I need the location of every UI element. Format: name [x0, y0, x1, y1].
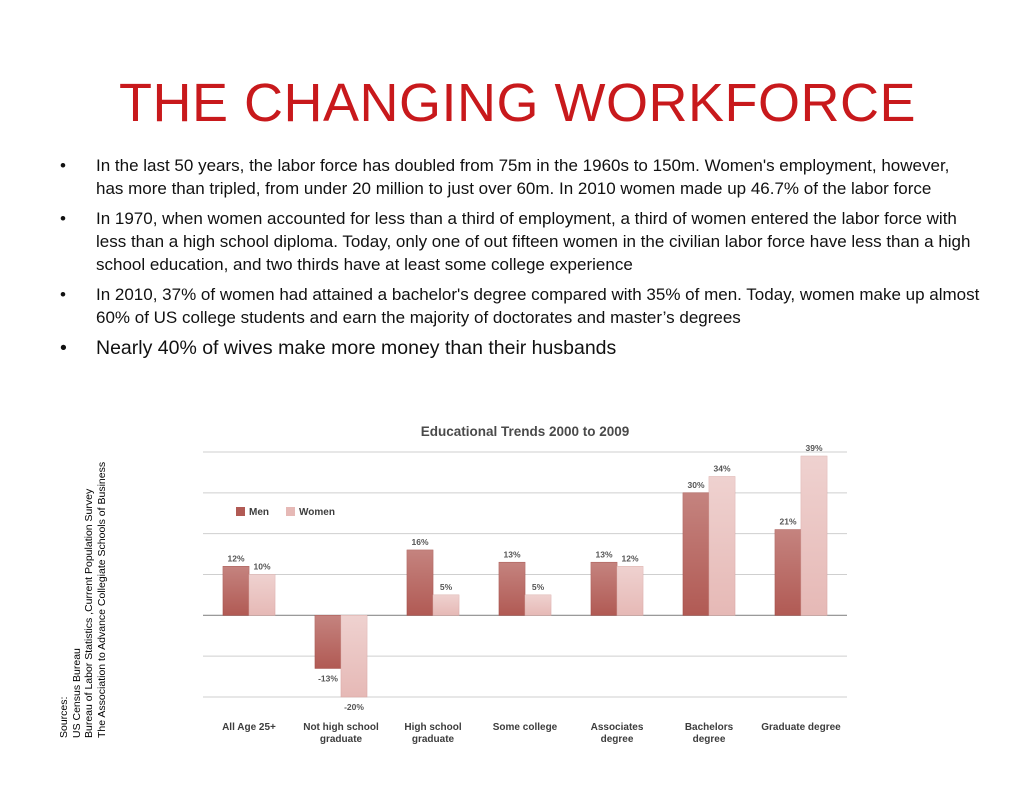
bullet-text: In 1970, when women accounted for less than a third of employment, a third of women entered the labor force with less than a high school diploma. Today, only one of out fifteen women in the civilian labor force have less than a high school education, and two thirds have at least some college experience: [96, 209, 971, 274]
bar-shine: [223, 566, 249, 615]
bullet-marker: •: [60, 285, 66, 304]
category-label: Some college: [492, 722, 558, 733]
bar-shine: [525, 595, 551, 615]
legend-label: Men: [249, 507, 269, 518]
slide-title: THE CHANGING WORKFORCE: [118, 73, 916, 133]
bar-shine: [249, 575, 275, 616]
data-label: 13%: [595, 549, 613, 560]
chart-svg: [200, 415, 850, 750]
bar-shine: [407, 550, 433, 615]
data-label: 30%: [687, 479, 705, 490]
data-label: -13%: [318, 673, 338, 684]
sources-line: Bureau of Labor Statistics ,Current Population Survey: [83, 488, 95, 738]
educational-trends-chart: [200, 415, 850, 750]
data-label: 16%: [411, 537, 429, 547]
category-label: degree: [692, 734, 726, 745]
category-label: graduate: [411, 734, 455, 745]
category-label: Associates: [590, 722, 644, 733]
bullet-list: [60, 154, 980, 367]
bar-shine: [801, 456, 827, 615]
bar-shine: [341, 615, 367, 697]
data-label: -20%: [344, 702, 364, 712]
bullet-marker: •: [60, 209, 66, 228]
data-label: 12%: [621, 553, 639, 564]
category-label: Graduate degree: [761, 722, 841, 733]
category-label: Not high school: [303, 722, 379, 733]
legend-swatch-men: [236, 507, 245, 516]
bar-shine: [433, 595, 459, 615]
bullet-item: [60, 154, 980, 200]
bar-shine: [617, 566, 643, 615]
category-label: degree: [600, 734, 634, 745]
legend-swatch-women: [286, 507, 295, 516]
bar-shine: [499, 562, 525, 615]
data-label: 10%: [253, 561, 271, 572]
bullet-item: [60, 336, 980, 360]
legend-label: Women: [299, 507, 335, 518]
bullet-text: Nearly 40% of wives make more money than their husbands: [96, 337, 617, 359]
data-label: 34%: [713, 463, 731, 474]
bullet-text: In 2010, 37% of women had attained a bachelor's degree compared with 35% of men. Today, women make up almost 60% of US college students and earn the majority of doctorates and master’s degrees: [96, 285, 980, 327]
category-label: All Age 25+: [222, 722, 276, 733]
bullet-marker: •: [60, 337, 67, 359]
bar-shine: [683, 493, 709, 616]
bullet-marker: •: [60, 156, 66, 175]
category-label: graduate: [319, 734, 363, 745]
data-label: 5%: [531, 581, 545, 592]
bar-shine: [315, 615, 341, 668]
bullet-item: [60, 207, 980, 276]
bar-shine: [709, 477, 735, 616]
bar-shine: [591, 562, 617, 615]
sources-line: Sources:: [58, 696, 70, 738]
category-label: High school: [404, 722, 462, 733]
data-label: 13%: [503, 549, 521, 560]
category-label: Bachelors: [684, 722, 734, 733]
data-label: 12%: [227, 553, 245, 564]
data-label: 5%: [439, 581, 453, 592]
data-label: 21%: [779, 516, 797, 527]
sources-line: US Census Bureau: [70, 648, 83, 738]
bullet-text: In the last 50 years, the labor force has doubled from 75m in the 1960s to 150m. Women's employment, however, has more than tripled, from under 20 million to just over 60m. In 2010 women made up 46.7% of the labor force: [96, 156, 950, 198]
bullet-item: [60, 283, 980, 329]
chart-title: Educational Trends 2000 to 2009: [420, 424, 630, 439]
bar-shine: [775, 530, 801, 616]
sources-note: [58, 462, 108, 738]
data-label: 39%: [805, 443, 823, 454]
sources-line: The Association to Advance Collegiate Schools of Business: [95, 461, 108, 738]
